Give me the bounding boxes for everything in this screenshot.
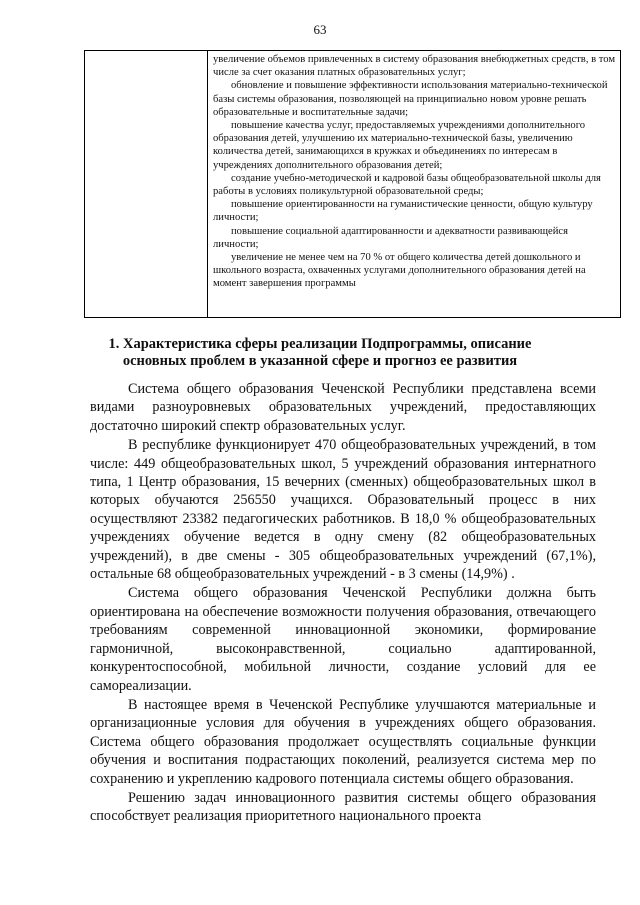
section-heading-line1: 1. Характеристика сферы реализации Подпрограммы, описание: [108, 336, 532, 352]
table-line: увеличение объемов привлеченных в систему образования внебюджетных средств, в том числе за счет оказания платных образовательных услуг;: [213, 54, 616, 79]
table-line: создание учебно-методической и кадровой базы общеобразовательной школы для работы в условиях поликультурной образовательной среды;: [213, 172, 601, 198]
table-line: повышение качества услуг, предоставляемых учреждениями дополнительного образования детей, улучшению их материально-технической базы, увеличению количества детей, занимающихся в кружках и объединениях по интересам в учреждениях дополнительного образования детей;: [213, 120, 586, 171]
table-label-cell: [85, 51, 208, 317]
table-line: повышение социальной адаптированности и адекватности развивающейся личности;: [213, 225, 568, 250]
paragraph: Решению задач инновационного развития системы общего образования способствует реализация приоритетного национального проекта: [90, 789, 596, 825]
goals-table: [84, 50, 621, 318]
paragraph: В настоящее время в Чеченской Республике улучшаются материальные и организационные условия для обучения в учреждениях общего образования. Система общего образования продолжает осуществлять социальные функции обучения и воспитания подрастающих поколений, реализуется система мер по сохранению и укреплению кадрового потенциала системы общего образования.: [90, 696, 596, 787]
table-line: повышение ориентированности на гуманистические ценности, общую культуру личности;: [213, 199, 593, 224]
section-heading: [70, 336, 570, 370]
table-line: обновление и повышение эффективности использования материально-технической базы системы образования, позволяющей на принципиально новом уровне решать образовательные и воспитательные задачи;: [213, 80, 608, 118]
body-text: [90, 380, 596, 827]
table-content-cell: [208, 51, 620, 317]
paragraph: Система общего образования Чеченской Республики должна быть ориентирована на обеспечение возможности получения образования, отвечающего требованиям современной инновационной экономики, формирование гармоничной, высоконравственной, социально адаптированной, конкурентоспособной, мобильной личности, создание условий для ее самореализации.: [90, 585, 596, 694]
table-line: увеличение не менее чем на 70 % от общего количества детей дошкольного и школьного возраста, охваченных услугами дополнительного образования детей на момент завершения программы: [213, 252, 586, 290]
section-heading-line2: основных проблем в указанной сфере и прогноз ее развития: [122, 353, 518, 369]
page-number: 63: [313, 22, 327, 37]
paragraph: Система общего образования Чеченской Республики представлена всеми видами разноуровневых образовательных учреждений, предоставляющих достаточно широкий спектр образовательных услуг.: [90, 381, 596, 434]
paragraph: В республике функционирует 470 общеобразовательных учреждений, в том числе: 449 общеобразовательных школ, 5 учреждений образования интернатного типа, 1 Центр образования, 15 вечерних (сменных) общеобразовательных школ в которых обучаются 256550 учащихся. Образовательный процесс в них осуществляют 23382 педагогических работников. В 18,0 % общеобразовательных учреждениях обучение ведется в одну смену (82 общеобразовательных учреждений), в две смены - 305 общеобразовательных учреждений (67,1%), остальные 68 общеобразовательных учреждений - в 3 смены (14,9%) .: [90, 437, 596, 583]
